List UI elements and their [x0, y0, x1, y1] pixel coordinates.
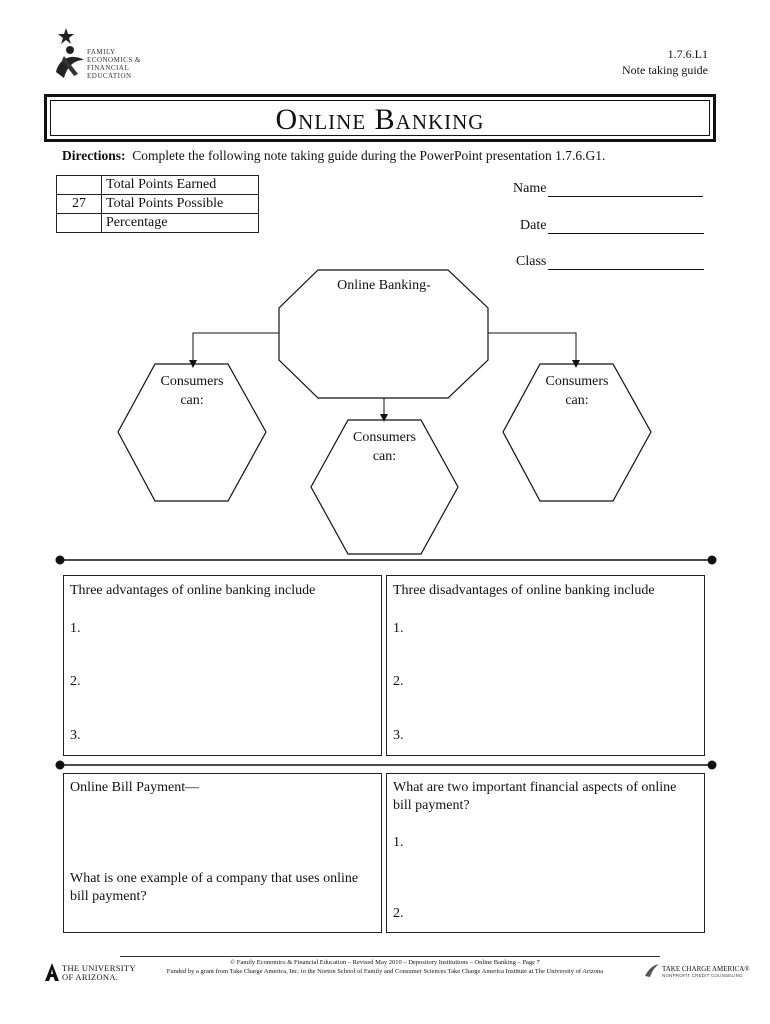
financial-aspects-box[interactable]	[386, 773, 705, 933]
take-charge-america-tagline: NONPROFIT CREDIT COUNSELING	[662, 973, 743, 978]
percentage-value[interactable]	[57, 214, 102, 233]
left-connector	[193, 333, 279, 364]
financial-aspect-item-2: 2.	[393, 906, 404, 921]
name-field[interactable]	[513, 181, 703, 197]
table-row	[57, 176, 259, 195]
disadvantage-item-2: 2.	[393, 674, 404, 689]
footer-divider	[120, 956, 660, 957]
center-octagon-label: Online Banking-	[337, 278, 431, 293]
title-banner	[44, 94, 716, 142]
points-possible-label: Total Points Possible	[102, 195, 259, 214]
name-label: Name	[513, 181, 547, 196]
date-field[interactable]	[520, 218, 704, 234]
date-line[interactable]	[548, 219, 704, 234]
disadvantage-item-3: 3.	[393, 728, 404, 743]
university-of-arizona-logo: THE UNIVERSITY OF ARIZONA.	[62, 963, 136, 982]
university-of-arizona-a-icon	[44, 962, 60, 982]
right-connector	[488, 333, 576, 364]
points-earned-label: Total Points Earned	[102, 176, 259, 195]
lesson-code: 1.7.6.L1	[667, 47, 708, 61]
advantage-item-3: 3.	[70, 728, 81, 743]
name-line[interactable]	[548, 182, 703, 197]
directions-text: Complete the following note taking guide during the PowerPoint presentation 1.7.6.G1.	[132, 148, 606, 163]
class-label: Class	[516, 254, 547, 269]
score-table	[56, 175, 259, 233]
advantage-item-1: 1.	[70, 621, 81, 636]
footer-funding: Funded by a grant from Take Charge America, Inc. to the Norton School of Family and Consumer Sciences Take Charge America Institute at The University of Arizona	[166, 968, 604, 975]
class-field[interactable]	[516, 254, 704, 270]
left-hexagon-label: Consumers can:	[160, 374, 224, 408]
disadvantages-box[interactable]	[386, 575, 705, 756]
bill-payment-box[interactable]	[63, 773, 382, 933]
middle-hexagon-label: Consumers can:	[353, 430, 416, 464]
table-row	[57, 214, 259, 233]
advantages-box[interactable]	[63, 575, 382, 756]
disadvantage-item-1: 1.	[393, 621, 404, 636]
points-earned-value[interactable]	[57, 176, 102, 195]
document-type: Note taking guide	[622, 63, 708, 77]
footer-copyright: © Family Economics & Financial Education – Revised May 2010 – Depository Institutions – Online Banking – Page 7	[230, 959, 540, 966]
organization-name: FAMILY ECONOMICS & FINANCIAL EDUCATION	[87, 48, 141, 80]
document-code	[622, 46, 708, 78]
directions-label: Directions:	[62, 148, 126, 163]
class-line[interactable]	[548, 255, 704, 270]
advantages-heading: Three advantages of online banking include	[70, 583, 316, 598]
disadvantages-heading: Three disadvantages of online banking include	[393, 583, 655, 598]
bill-payment-question: What is one example of a company that uses online bill payment?	[70, 871, 359, 904]
table-row	[57, 195, 259, 214]
advantage-item-2: 2.	[70, 674, 81, 689]
page-title: Online Banking	[275, 103, 485, 136]
directions	[62, 148, 605, 164]
take-charge-america-logo: TAKE CHARGE AMERICA®	[662, 965, 750, 973]
date-label: Date	[520, 218, 547, 233]
financial-aspect-item-1: 1.	[393, 835, 404, 850]
take-charge-america-swoosh-icon	[644, 962, 660, 978]
star-figure-icon	[50, 26, 90, 84]
percentage-label: Percentage	[102, 214, 259, 233]
points-possible-value: 27	[57, 195, 102, 214]
right-hexagon-label: Consumers can:	[545, 374, 609, 408]
bill-payment-heading: Online Bill Payment—	[70, 780, 200, 795]
financial-aspects-heading: What are two important financial aspects of online bill payment?	[393, 780, 677, 813]
